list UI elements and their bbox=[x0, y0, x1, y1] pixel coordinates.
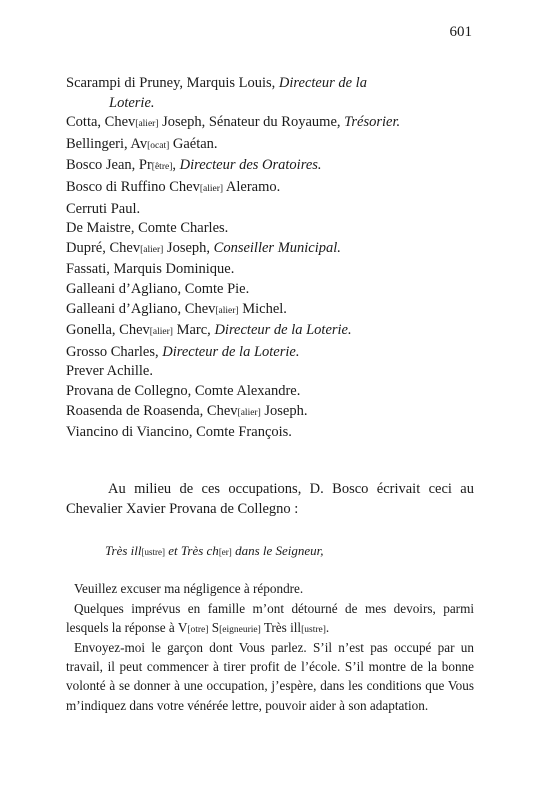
text-run: Prever Achille. bbox=[66, 363, 153, 380]
text-run: Joseph. bbox=[260, 402, 308, 419]
editorial-insertion: [otre] bbox=[187, 625, 209, 636]
text-run: Bosco di Ruffino Chev bbox=[66, 178, 200, 195]
list-item bbox=[66, 423, 486, 443]
text-run: Cotta, Chev bbox=[66, 114, 136, 131]
editorial-insertion: [ocat] bbox=[147, 140, 170, 151]
list-item bbox=[66, 260, 486, 280]
text-run: . bbox=[325, 620, 330, 636]
list-item bbox=[66, 362, 486, 382]
text-run: Michel. bbox=[238, 300, 287, 317]
text-run: Gaétan. bbox=[169, 135, 218, 152]
list-item bbox=[66, 321, 486, 343]
text-run: De Maistre, Comte Charles. bbox=[66, 220, 229, 237]
italic-text: Conseiller Municipal. bbox=[213, 239, 341, 256]
italic-text: Directeur de la bbox=[278, 75, 367, 91]
italic-text: Directeur des Oratoires. bbox=[179, 157, 322, 174]
list-item bbox=[66, 156, 486, 178]
list-item bbox=[66, 113, 486, 135]
text-run: Joseph, Sénateur du Royaume, bbox=[158, 114, 345, 131]
editorial-insertion: [eigneurie] bbox=[219, 625, 261, 636]
text-run: Roasenda de Roasenda, Chev bbox=[66, 402, 238, 419]
text-run: Joseph, bbox=[163, 239, 214, 256]
page-number: 601 bbox=[449, 24, 472, 40]
list-item bbox=[66, 135, 486, 157]
editorial-insertion: [alier] bbox=[199, 183, 224, 194]
editorial-insertion: [ustre] bbox=[141, 547, 165, 557]
list-item bbox=[66, 200, 486, 220]
list-item bbox=[66, 382, 486, 402]
text-run: Grosso Charles, bbox=[66, 343, 163, 360]
text-run: Veuillez excuser ma négligence à répondre. bbox=[74, 581, 304, 596]
list-item bbox=[66, 343, 486, 363]
editorial-insertion: [alier] bbox=[215, 305, 239, 316]
member-list bbox=[66, 74, 486, 443]
text-run: S bbox=[208, 620, 220, 636]
text-run: Envoyez-moi le garçon dont Vous parlez. S’il n’est pas occupé par un travail, il peut commencer à tirer profit de l’école. S’il montre de la bonne volonté à se donner à une occupation, j’espère, dans les conditions que Vous m’indiquez dans votre vénérée lettre, pouvoir aider à son adaptation. bbox=[66, 640, 474, 713]
text-run: Bellingeri, Av bbox=[66, 135, 148, 152]
text-run: Fassati, Marquis Dominique. bbox=[66, 261, 235, 278]
intro-paragraph: Au milieu de ces occupations, D. Bosco écrivait ceci au Chevalier Xavier Provana de Collegno : bbox=[66, 481, 474, 517]
text-run: Galleani d’Agliano, Chev bbox=[66, 300, 216, 317]
text-run: Quelques imprévus en famille m’ont détourné de mes devoirs, parmi lesquels la réponse à V bbox=[66, 601, 474, 636]
editorial-insertion: [alier] bbox=[149, 327, 173, 338]
letter-paragraph bbox=[66, 599, 474, 640]
editorial-insertion: [alier] bbox=[140, 244, 164, 255]
list-item bbox=[66, 300, 486, 322]
italic-text: Directeur de la Loterie. bbox=[214, 322, 352, 339]
text-run: Viancino di Viancino, Comte François. bbox=[66, 424, 292, 441]
editorial-insertion: [ustre] bbox=[301, 625, 326, 636]
italic-text: Loterie. bbox=[109, 94, 155, 111]
text-run: dans le Seigneur, bbox=[231, 543, 324, 558]
text-run: Gonella, Chev bbox=[66, 322, 150, 339]
editorial-insertion: [alier] bbox=[135, 119, 159, 130]
italic-text: Directeur de la Loterie. bbox=[162, 343, 300, 360]
text-run: Très ill bbox=[260, 620, 302, 636]
list-item bbox=[66, 239, 486, 261]
editorial-insertion: [er] bbox=[218, 547, 232, 557]
text-run: Galleani d’Agliano, Comte Pie. bbox=[66, 280, 250, 297]
list-item bbox=[66, 402, 486, 424]
text-run: et Très ch bbox=[165, 543, 219, 558]
text-run: , bbox=[172, 157, 180, 174]
editorial-insertion: [alier] bbox=[237, 407, 261, 418]
letter-salutation bbox=[105, 543, 324, 559]
list-item bbox=[66, 74, 486, 113]
list-item bbox=[66, 219, 486, 239]
editorial-insertion: [être] bbox=[151, 162, 173, 173]
letter-paragraph bbox=[66, 579, 474, 598]
letter-paragraph bbox=[66, 638, 474, 715]
text-run: Scarampi di Pruney, Marquis Louis, bbox=[66, 75, 279, 91]
text-run: Provana de Collegno, Comte Alexandre. bbox=[66, 382, 301, 399]
list-item bbox=[66, 178, 486, 200]
text-run: Dupré, Chev bbox=[66, 239, 141, 256]
list-item bbox=[66, 280, 486, 300]
text-run: Cerruti Paul. bbox=[66, 200, 141, 217]
text-run: Très ill bbox=[105, 543, 142, 558]
text-run: Marc, bbox=[172, 322, 215, 339]
italic-text: Trésorier. bbox=[344, 114, 401, 131]
list-item-continuation bbox=[66, 94, 486, 114]
text-run: Bosco Jean, Pr bbox=[66, 157, 152, 174]
text-run: Aleramo. bbox=[223, 178, 281, 195]
